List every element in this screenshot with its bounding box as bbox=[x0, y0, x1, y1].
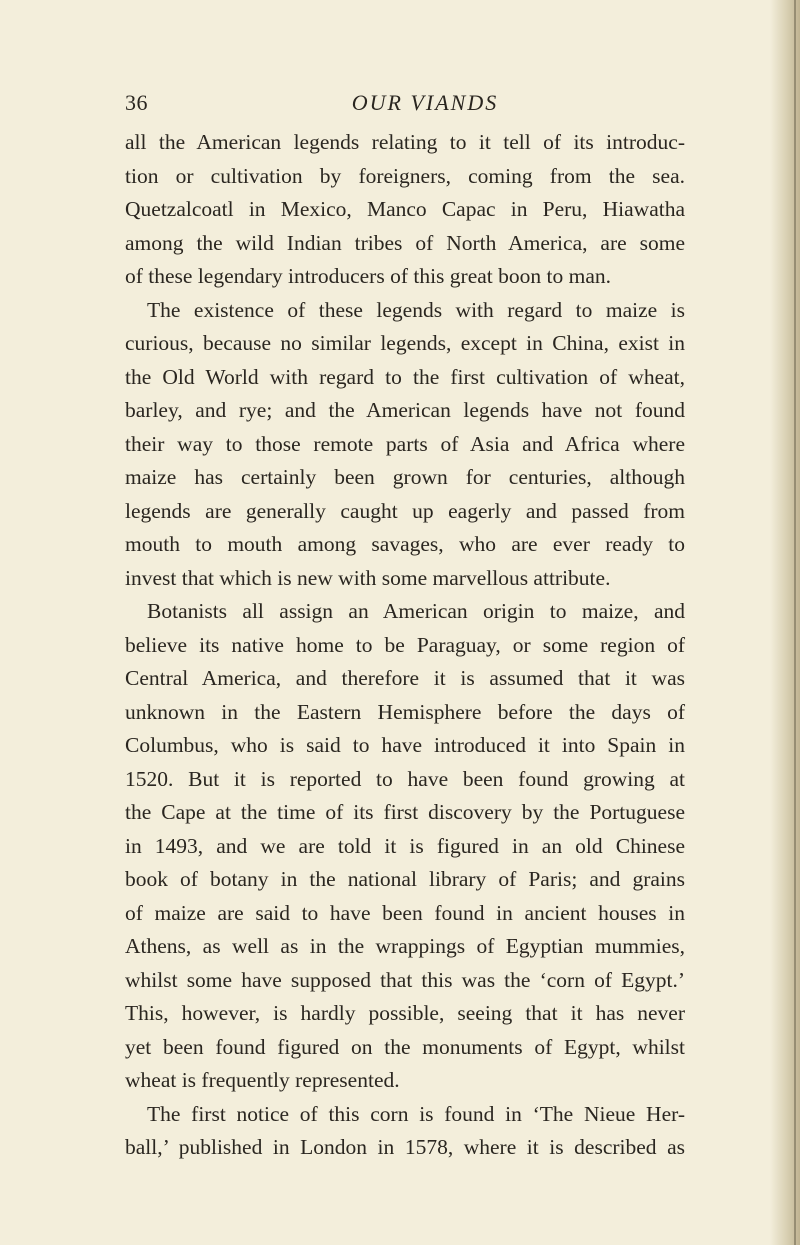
text-line: legends are generally caught up eagerly and passed from bbox=[125, 498, 685, 523]
text-line: Athens, as well as in the wrappings of Egyptian mummies, bbox=[125, 934, 685, 958]
text-line: barley, and rye; and the American legends have not found bbox=[125, 398, 685, 422]
text-line: among the wild Indian tribes of North America, are some bbox=[125, 230, 685, 255]
text-line: maize has certainly been grown for centuries, although bbox=[125, 465, 685, 489]
text-line: believe its native home to be Paraguay, or some region of bbox=[125, 632, 685, 657]
text-line: in 1493, and we are told it is figured in an old Chinese bbox=[125, 833, 685, 858]
text-line: Quetzalcoatl in Mexico, Manco Capac in Peru, Hiawatha bbox=[125, 197, 685, 221]
text-line: mouth to mouth among savages, who are ever ready to bbox=[125, 532, 685, 556]
text-line: This, however, is hardly possible, seeing that it has never bbox=[125, 1001, 685, 1025]
text-line: curious, because no similar legends, except in China, exist in bbox=[125, 331, 685, 355]
text-line: The existence of these legends with regard to maize is bbox=[147, 297, 685, 322]
text-line: invest that which is new with some marvellous attribute. bbox=[125, 565, 611, 590]
text-line: ball,’ published in London in 1578, where it is described as bbox=[125, 1135, 685, 1159]
text-line: all the American legends relating to it tell of its introduc- bbox=[125, 130, 685, 154]
text-line: Columbus, who is said to have introduced it into Spain in bbox=[125, 733, 685, 757]
text-line: Botanists all assign an American origin to maize, and bbox=[147, 599, 685, 623]
text-line: book of botany in the national library of Paris; and grains bbox=[125, 867, 685, 891]
running-head bbox=[125, 90, 685, 120]
text-line: 1520. But it is reported to have been found growing at bbox=[125, 766, 685, 791]
text-line: unknown in the Eastern Hemisphere before the days of bbox=[125, 699, 685, 724]
text-line: of these legendary introducers of this great boon to man. bbox=[125, 264, 611, 288]
text-line: Central America, and therefore it is assumed that it was bbox=[125, 666, 685, 690]
text-line: yet been found figured on the monuments of Egypt, whilst bbox=[125, 1034, 685, 1059]
page-number: 36 bbox=[125, 90, 148, 115]
text-line: wheat is frequently represented. bbox=[125, 1068, 400, 1092]
text-line: their way to those remote parts of Asia and Africa where bbox=[125, 431, 685, 456]
text-line: tion or cultivation by foreigners, coming from the sea. bbox=[125, 163, 685, 188]
page-edge-line bbox=[794, 0, 796, 1245]
text-line: The first notice of this corn is found in ‘The Nieue Her- bbox=[147, 1101, 685, 1126]
text-line: of maize are said to have been found in ancient houses in bbox=[125, 900, 685, 925]
running-title: OUR VIANDS bbox=[351, 90, 499, 115]
text-line: the Old World with regard to the first cultivation of wheat, bbox=[125, 364, 685, 389]
text-line: whilst some have supposed that this was the ‘corn of Egypt.’ bbox=[125, 967, 685, 992]
body-text bbox=[125, 126, 685, 1165]
text-line: the Cape at the time of its first discovery by the Portuguese bbox=[125, 800, 685, 824]
